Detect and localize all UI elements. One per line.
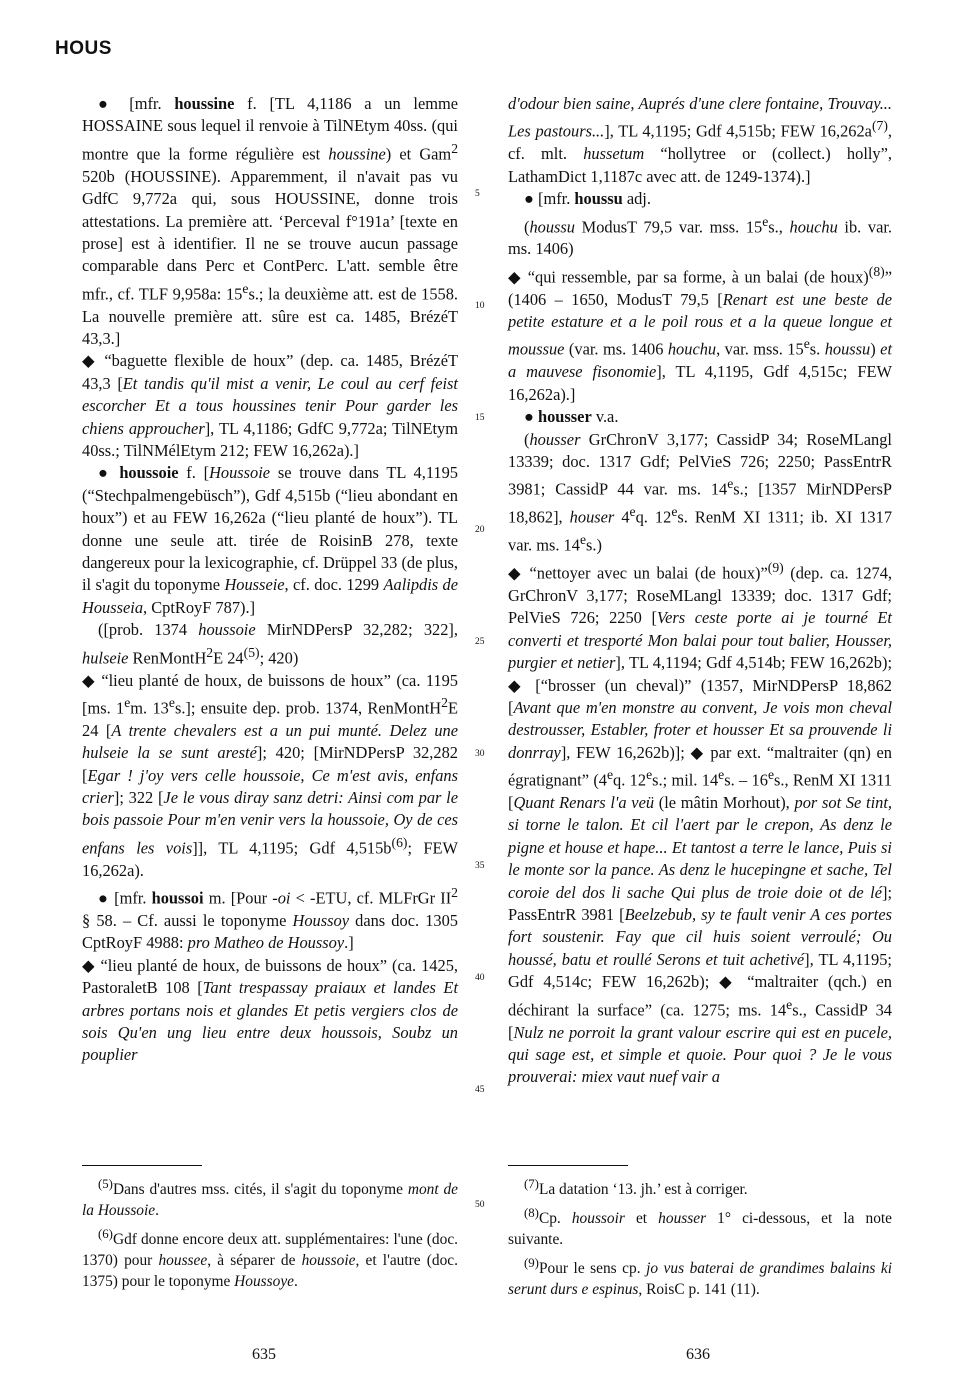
entry-houssoie-head: ● houssoie f. [Houssoie se trouve dans TL 4,1195 (“Stechpalmengebüsch”), Gdf 4,515b (“lieu abondant en houx”) et au FEW 16,262a (“lieu planté de houx”). TL donne une seule att. tirée de RoisinB 278, texte dangereux pour la lexicographie, cf. Drüppel 33 (de plus, il s'agit du toponyme Housseie, cf. doc. 1299 Aalipdis de Housseia, CptRoyF 787).] — [82, 463, 458, 617]
entry-houssu-head: ● [mfr. houssu adj. — [524, 189, 651, 209]
entry-housser-head: ● housser v.a. — [524, 407, 619, 427]
entry-houssine-head: ● [mfr. houssine f. [TL 4,1186 a un lemme HOSSAINE sous lequel il renvoie à TilNEtym 40ss. (qui montre que la forme régulière est houssine) et Gam$^2$ 520b (HOUSSINE). Apparemment, il n'avait pas vu GdfC 9,772a qui, sous HOUSSINE, donne trois attestations. La première att. ‘Perceval f°191a’ [texte en prose] est à identifier. Il ne se trouve aucun passage comparable dans Perc et ContPerc. L'att. semble être mfr., cf. TLF 9,958a: 15es.; la deuxième att. est de 1558. La nouvelle première att. sûre est ca. 1485, BrézéT 43,3.] — [82, 94, 459, 348]
line-number: 45 — [475, 1085, 485, 1095]
line-number: 25 — [475, 637, 485, 647]
footnote-5: $^{(5)}$Dans d'autres mss. cités, il s'agit du toponyme mont de la Houssoie. — [82, 1177, 458, 1220]
running-head: HOUS — [55, 38, 112, 59]
line-number: 15 — [475, 413, 485, 423]
right-column — [508, 93, 892, 1089]
page-number-left: 635 — [252, 1346, 276, 1363]
page-number-right: 636 — [686, 1346, 710, 1363]
entry-housser-forms: (housser GrChronV 3,177; CassidP 34; RoseMLangl 13339; doc. 1317 Gdf; PelVieS 726; 2250; PassEntrR 3981; CassidP 44 var. ms. 14es.; [1357 MirNDPersP 18,862], houser 4eq. 12es. RenM XI 1311; ib. XI 1317 var. ms. 14es.) — [508, 429, 893, 555]
entry-houssu-forms: (houssu ModusT 79,5 var. mss. 15es., houchu ib. var. ms. 1406) — [508, 213, 893, 259]
entry-houssoie-forms: ([prob. 1374 houssoie MirNDPersP 32,282; 322], hulseie RenMontH$^2$E 24$^{(5)}$; 420) — [82, 620, 458, 668]
line-number: 5 — [475, 189, 480, 199]
footnote-9: $^{(9)}$Pour le sens cp. jo vus baterai de grandimes balains ki serunt durs e espinus, RoisC p. 141 (11). — [508, 1256, 892, 1299]
entry-houssoie-sense: ◆ “lieu planté de houx, de buissons de houx” (ca. 1195 [ms. 1em. 13es.]; ensuite dep. prob. 1374, RenMontH$^2$E 24 [A trente chevalers est a un pui munté. Delez une hulseie la se sunt aresté]; 420; [MirNDPersP 32,282 [Egar ! j'oy vers celle houssoie, Ce m'est avis, enfans crier]; 322 [Je le vous diray sanz detri: Ainsi com par le bois passoie Pour m'en venir vers la houssoie, Oy de ces enfans les vois]], TL 4,1195; Gdf $4,515b^{(6)}$; FEW 16,262a). — [82, 670, 459, 880]
line-number: 40 — [475, 973, 485, 983]
footnote-7: $^{(7)}$La datation ‘13. jh.’ est à corriger. — [524, 1177, 748, 1199]
line-number: 30 — [475, 749, 485, 759]
left-column — [82, 93, 458, 1067]
entry-houssu-sense: ◆ “qui ressemble, par sa forme, à un balai (de houx)$^{(8)}$” (1406 – 1650, ModusT 79,5 [Renart est une beste de petite estature et a le poil rous et a la queue longue et moussue (var. ms. 1406 houchu, var. mss. 15es. houssu) et a mauvese fisonomie], TL 4,1195, Gdf 4,515c; FEW 16,262a).] — [508, 263, 893, 404]
line-number: 50 — [475, 1200, 485, 1210]
footnote-6: $^{(6)}$Gdf donne encore deux att. supplémentaires: l'une (doc. 1370) pour houssee, à séparer de houssoie, et l'autre (doc. 1375) pour le toponyme Houssoye. — [82, 1227, 458, 1291]
entry-houssine-sense: ◆ “baguette flexible de houx” (dep. ca. 1485, BrézéT 43,3 [Et tandis qu'il mist a venir, Le coul au cerf feist escorcher Et a tous houssines tenir Pour garder les chiens approucher], TL 4,1186; GdfC 9,772a; TilNEtym 40ss.; TilNMélEtym 212; FEW 16,262a).] — [82, 351, 458, 461]
footnote-8: $^{(8)}$Cp. houssoir et housser 1° ci-dessous, et la note suivante. — [508, 1206, 892, 1249]
entry-housser-sense: ◆ “nettoyer avec un balai (de houx)”$^{(9)}$ (dep. ca. 1274, GrChronV 3,177; RoseMLangl 13339; doc. 1317 Gdf; PelVieS 726; 2250 [Vers ceste porte ai je tourné Et converti et tresporté Mon balai pour tout balier, Housser, purgier et netier], TL 4,1194; Gdf 4,514b; FEW 16,262b); ◆ [“brosser (un cheval)” (1357, MirNDPersP 18,862 [Avant que m'en monstre au convent, Je vois mon cheval destrousser, Establer, froter et housser Et sa prouvende li donrray], FEW 16,262b)]; ◆ par ext. “maltraiter (qn) en égratignant” (4eq. 12es.; mil. 14es. – 16es., RenM XI 1311 [Quant Renars l'a veü (le mâtin Morhout), por sot Se tint, si torne le talon. Et cil l'aert par le crepon, As denz le pigne et house et hape... Et tantost a terre le lance, Puis si le monte sor la pance. As denz le hucepingne et sache, Tel coroie del dos li sache Qui plus de troie doie ot de lé]; PassEntrR 3981 [Beelzebub, sy te fault venir A ces portes fort soustenir. Fay que cil huis soient verroulé; Ou houssé, batu et roullé Serons et tuit achetivé], TL 4,1195; Gdf 4,514c; FEW 16,262b); ◆ “maltraiter (qch.) en déchirant la surface” (ca. 1275; ms. 14es., CassidP 34 [Nulz ne porroit la grant valour escrire qui est en pucele, qui sage est, et simple et quoie. Pour quoi ? Je le vous prouverai: miex vaut nuef vair a — [508, 560, 893, 1087]
footnote-rule-right — [508, 1165, 628, 1166]
entry-houssoi-sense: ◆ “lieu planté de houx, de buissons de houx” (ca. 1425, PastoraletB 108 [Tant trespassay praiaux et landes Et arbres portans nois et glandes Et petis vergiers clos de sois Qu'en ung lieu entre deux houssois, Soubz un pouplier — [82, 955, 458, 1065]
footnotes-right — [508, 1174, 892, 1303]
line-number: 10 — [475, 301, 485, 311]
line-number: 35 — [475, 861, 485, 871]
footnotes-left — [82, 1174, 458, 1295]
entry-houssoi-continued: d'odour bien saine, Auprés d'une clere fontaine, Trouvay... Les pastours...], TL 4,1195; Gdf 4,515b; FEW $16,262a^{(7)}$, cf. mlt. hussetum “hollytree or (collect.) holly”, LathamDict 1,1187c avec att. de 1249-1374).] — [508, 94, 892, 186]
line-number: 20 — [475, 525, 485, 535]
footnote-rule-left — [82, 1165, 202, 1166]
entry-houssoi-head: ● [mfr. houssoi m. [Pour -oi < -ETU, cf. MLFrGr $II^2$ § 58. – Cf. aussi le toponyme Houssoy dans doc. 1305 CptRoyF 4988: pro Matheo de Houssoy.] — [82, 885, 458, 953]
